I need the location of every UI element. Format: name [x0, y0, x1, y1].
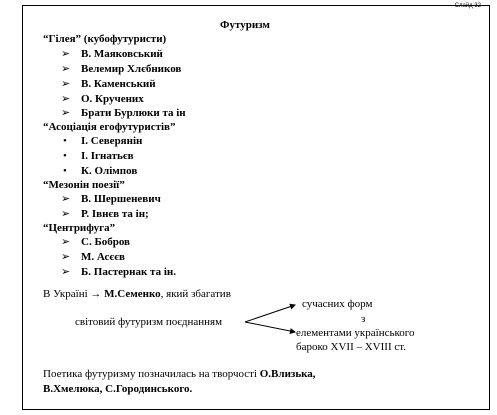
list-item: В. Каменський	[81, 78, 156, 90]
arrow-bullet-icon: ➢	[61, 78, 71, 90]
branch-arrow-lower	[245, 322, 295, 332]
poetics-name-1: О.Влизька,	[259, 368, 316, 380]
branch-modern-forms: сучасних форм	[302, 298, 373, 310]
list-item: І. Северянін	[81, 135, 143, 147]
list-item: І. Ігнатьєв	[81, 150, 134, 162]
list-item: О. Кручених	[81, 93, 144, 105]
list-item: Б. Пастернак та ін.	[81, 266, 176, 278]
dot-bullet-icon: •	[63, 165, 67, 177]
ukraine-suffix: , який збагатив	[160, 288, 231, 300]
synthesis-phrase: світовий футуризм поєднанням	[75, 316, 223, 328]
ukraine-prefix: В Україні	[43, 288, 88, 300]
arrow-bullet-icon: ➢	[61, 266, 71, 278]
list-item: Велемир Хлєбников	[81, 63, 182, 75]
arrow-bullet-icon: ➢	[61, 107, 71, 119]
group-heading-mezonin: “Мезонін поезії”	[43, 179, 125, 191]
list-item: Брати Бурлюки та ін	[81, 107, 186, 119]
branch-arrows	[23, 6, 491, 411]
arrow-bullet-icon: ➢	[61, 251, 71, 263]
list-item: В. Маяковський	[81, 48, 163, 60]
poetics-text: Поетика футуризму позначилась на творчості	[43, 368, 260, 380]
dot-bullet-icon: •	[63, 135, 67, 147]
branch-arrow-upper	[245, 305, 295, 322]
list-item: М. Асєєв	[81, 251, 125, 263]
branch-baroque: бароко XVII – XVIII ст.	[296, 341, 406, 353]
list-item: В. Шершеневич	[81, 193, 161, 205]
list-item: Р. Івнєв та ін;	[81, 208, 149, 220]
poetics-line-2: В.Хмелюка, С.Городинського.	[43, 383, 193, 395]
branch-elements: елементами українського	[296, 327, 415, 339]
arrow-bullet-icon: ➢	[61, 48, 71, 60]
slide-frame	[22, 5, 490, 410]
arrow-bullet-icon: ➢	[61, 63, 71, 75]
arrow-bullet-icon: ➢	[61, 93, 71, 105]
arrow-bullet-icon: ➢	[61, 236, 71, 248]
branch-conjunction: з	[361, 313, 366, 325]
poetics-line-1	[43, 368, 316, 380]
arrow-bullet-icon: ➢	[61, 193, 71, 205]
page-number-label: Слайд 32	[454, 3, 481, 9]
dot-bullet-icon: •	[63, 150, 67, 162]
group-heading-egofuturists: “Асоціація егофутуристів”	[43, 121, 176, 133]
group-heading-gileya: “Гілея” (кубофутуристи)	[43, 33, 167, 45]
list-item: С. Бобров	[81, 236, 131, 248]
list-item: К. Олімпов	[81, 165, 138, 177]
arrow-bullet-icon: ➢	[61, 208, 71, 220]
group-heading-tsentryfuha: “Центрифуга”	[43, 222, 116, 234]
semenko-name: М.Семенко	[104, 288, 161, 300]
page-title: Футуризм	[220, 19, 270, 31]
right-arrow-icon: →	[90, 288, 102, 300]
